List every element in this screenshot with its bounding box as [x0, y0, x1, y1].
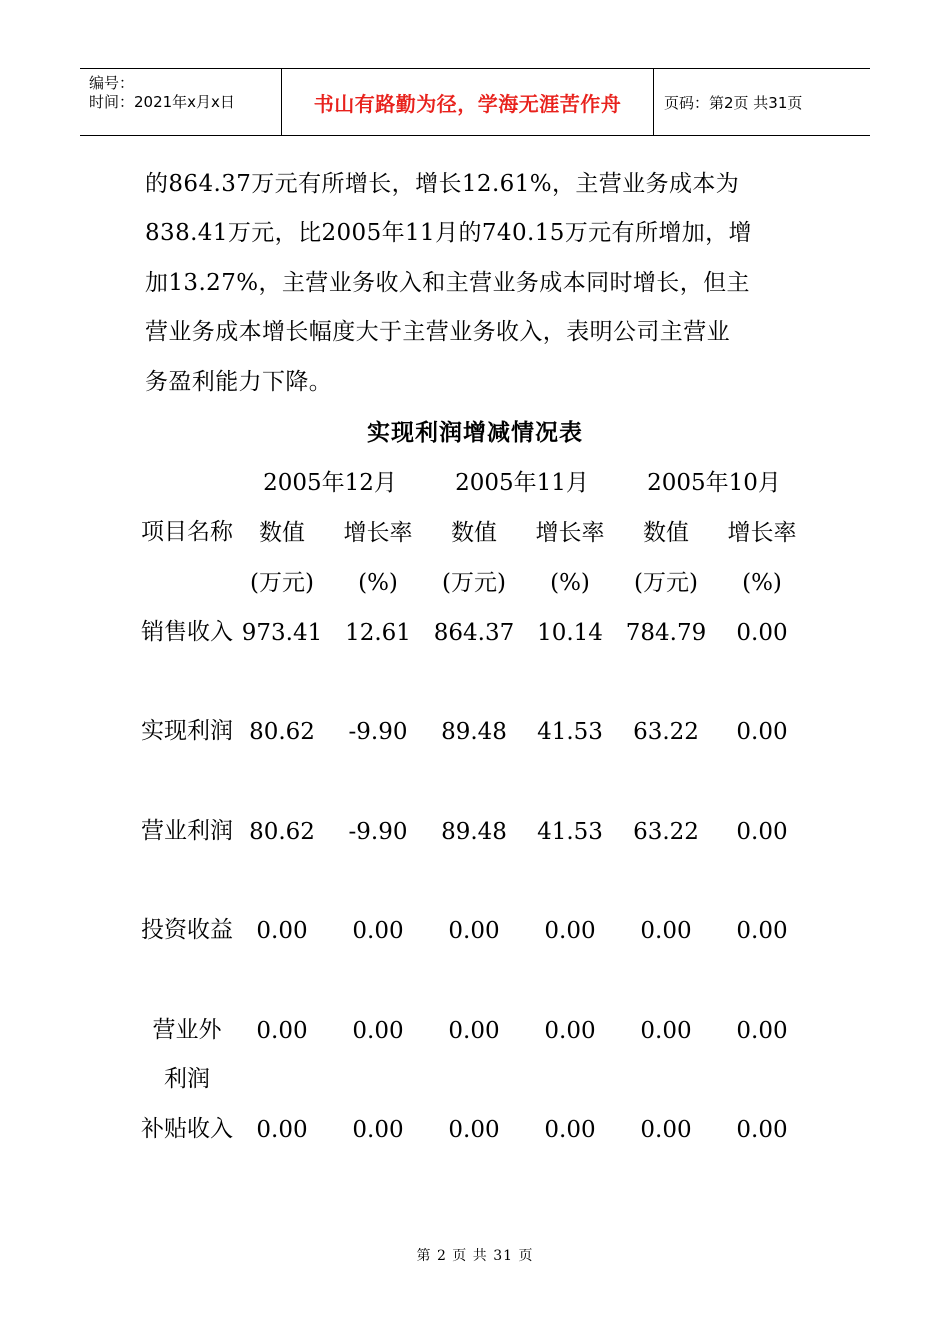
profit-table [140, 458, 820, 1205]
header-page-label: 页码：第2页 共31页 [664, 93, 803, 112]
cell-rate: 41.53 [537, 719, 603, 745]
cell-rate: 0.00 [352, 1017, 404, 1044]
value-header-unit: (万元) [442, 570, 506, 596]
table-row [140, 807, 820, 907]
value-header-label: 数值 [451, 520, 497, 546]
cell-value: 80.62 [249, 719, 315, 745]
period-header: 2005年11月 [455, 470, 589, 496]
row-name: 实现利润 [141, 718, 233, 744]
paragraph-line: 务盈利能力下降。 [145, 368, 333, 395]
cell-value: 63.22 [633, 818, 699, 845]
cell-rate: 0.00 [544, 1117, 596, 1143]
cell-rate: 0.00 [544, 1017, 596, 1044]
value-header-unit: (万元) [250, 570, 314, 596]
table-row [140, 608, 820, 708]
header-meta-cell [80, 69, 282, 135]
cell-value: 0.00 [256, 1017, 308, 1044]
rate-header-unit: (%) [742, 570, 782, 596]
cell-rate: 41.53 [537, 818, 603, 845]
cell-rate: 0.00 [736, 619, 788, 646]
cell-rate: 0.00 [736, 818, 788, 845]
time-label: 时间：2021年x月x日 [89, 93, 235, 111]
rate-header-label: 增长率 [343, 520, 413, 546]
cell-value: 0.00 [448, 1017, 500, 1044]
rate-header [714, 508, 810, 608]
paragraph-line: 加13.27%，主营业务收入和主营业务成本同时增长，但主 [145, 269, 750, 296]
cell-value: 80.62 [249, 818, 315, 845]
cell-rate: -9.90 [348, 719, 408, 745]
row-name: 营业外利润 [152, 1016, 222, 1092]
cell-rate: 0.00 [736, 719, 788, 745]
rate-header-unit: (%) [358, 570, 398, 596]
cell-rate: 0.00 [352, 918, 404, 944]
table-row [140, 906, 820, 1006]
cell-value: 0.00 [640, 918, 692, 944]
table-period-row [140, 458, 820, 508]
page-footer: 第 2 页 共 31 页 [416, 1248, 534, 1264]
cell-value: 89.48 [441, 719, 507, 745]
table-title: 实现利润增减情况表 [367, 420, 583, 446]
cell-value: 89.48 [441, 818, 507, 845]
table-row [140, 1006, 820, 1106]
table-header-row [140, 508, 820, 608]
cell-rate: 0.00 [736, 1017, 788, 1044]
item-name-header: 项目名称 [141, 519, 233, 545]
rate-header [330, 508, 426, 608]
cell-rate: 12.61 [345, 619, 411, 646]
cell-value: 0.00 [640, 1017, 692, 1044]
value-header-unit: (万元) [634, 570, 698, 596]
value-header [618, 508, 714, 608]
table-row [140, 707, 820, 807]
row-name: 营业利润 [141, 817, 233, 844]
row-name: 销售收入 [141, 618, 233, 645]
cell-rate: 0.00 [736, 918, 788, 944]
value-header [234, 508, 330, 608]
value-header [426, 508, 522, 608]
row-name: 投资收益 [141, 917, 233, 943]
cell-value: 864.37 [433, 619, 515, 646]
number-label: 编号： [89, 74, 135, 92]
cell-rate: 10.14 [537, 619, 603, 646]
rate-header [522, 508, 618, 608]
table-row [140, 1105, 820, 1205]
value-header-label: 数值 [259, 520, 305, 546]
value-header-label: 数值 [643, 520, 689, 546]
cell-value: 0.00 [448, 918, 500, 944]
cell-rate: 0.00 [352, 1117, 404, 1143]
row-name: 补贴收入 [141, 1116, 233, 1142]
rate-header-label: 增长率 [727, 520, 797, 546]
paragraph-line: 838.41万元，比2005年11月的740.15万元有所增加，增 [145, 220, 752, 247]
cell-rate: 0.00 [544, 918, 596, 944]
cell-value: 63.22 [633, 719, 699, 745]
cell-rate: 0.00 [736, 1117, 788, 1143]
cell-value: 0.00 [448, 1117, 500, 1143]
document-header [80, 68, 870, 136]
cell-value: 0.00 [640, 1117, 692, 1143]
cell-value: 973.41 [241, 619, 323, 646]
paragraph-line: 的864.37万元有所增长，增长12.61%，主营业务成本为 [145, 171, 740, 197]
period-header: 2005年10月 [647, 470, 781, 496]
rate-header-unit: (%) [550, 570, 590, 596]
cell-value: 784.79 [625, 619, 707, 646]
rate-header-label: 增长率 [535, 520, 605, 546]
cell-value: 0.00 [256, 918, 308, 944]
period-header: 2005年12月 [263, 470, 397, 496]
paragraph-line: 营业务成本增长幅度大于主营业务收入，表明公司主营业 [145, 319, 730, 346]
header-motto: 书山有路勤为径，学海无涯苦作舟 [282, 69, 654, 135]
cell-rate: -9.90 [348, 818, 408, 845]
cell-value: 0.00 [256, 1117, 308, 1143]
body-paragraph [145, 160, 815, 407]
